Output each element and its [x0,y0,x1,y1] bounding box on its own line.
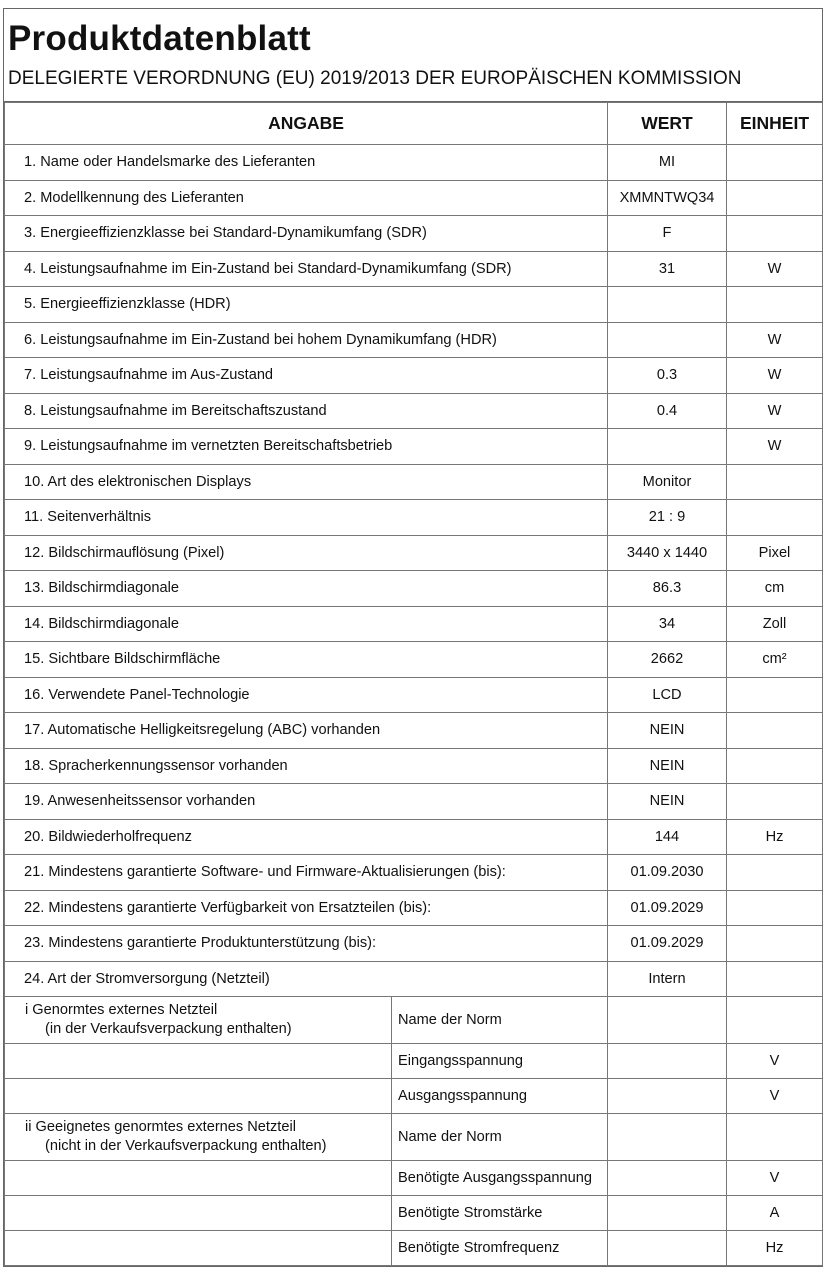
table-row [5,642,823,678]
row-unit: V [727,1079,823,1114]
page-title: Produktdatenblatt [8,19,311,58]
row-label: 20. Bildwiederholfrequenz [5,819,608,855]
row-label: 5. Energieeffizienzklasse (HDR) [5,287,608,323]
row-value: F [608,216,727,252]
psu-ii-line1: ii Geeignetes genormtes externes Netzteil [25,1119,296,1135]
psu-ii-label [5,1114,392,1161]
row-label: 17. Automatische Helligkeitsregelung (ABC) vorhanden [5,713,608,749]
empty-cell [5,1196,392,1231]
table-row [5,606,823,642]
table-row [5,1044,823,1079]
row-label: 23. Mindestens garantierte Produktunterstützung (bis): [5,926,608,962]
data-table [4,102,823,1266]
row-value: 0.3 [608,358,727,394]
row-unit: W [727,393,823,429]
row-unit: cm [727,571,823,607]
row-unit: V [727,1161,823,1196]
row-unit [727,713,823,749]
table-row [5,180,823,216]
psu-i-line1: i Genormtes externes Netzteil [25,1002,218,1018]
psu-section-i [5,997,823,1114]
row-unit [727,748,823,784]
row-value: 3440 x 1440 [608,535,727,571]
product-data-sheet [3,8,823,1267]
row-unit [727,145,823,181]
row-unit: Hz [727,1231,823,1266]
row-label: 22. Mindestens garantierte Verfügbarkeit von Ersatzteilen (bis): [5,890,608,926]
row-unit: cm² [727,642,823,678]
row-label: 19. Anwesenheitssensor vorhanden [5,784,608,820]
row-label: 15. Sichtbare Bildschirmfläche [5,642,608,678]
row-unit: Pixel [727,535,823,571]
row-unit: W [727,358,823,394]
row-value: XMMNTWQ34 [608,180,727,216]
row-value [608,287,727,323]
table-row [5,748,823,784]
table-row [5,855,823,891]
table-row [5,287,823,323]
row-unit [727,1114,823,1161]
row-label: 9. Leistungsaufnahme im vernetzten Bereitschaftsbetrieb [5,429,608,465]
row-value: Intern [608,961,727,997]
row-unit: W [727,251,823,287]
main-rows [5,145,823,997]
row-unit [727,216,823,252]
table-row [5,322,823,358]
row-value: Monitor [608,464,727,500]
page-subtitle: DELEGIERTE VERORDNUNG (EU) 2019/2013 DER EUROPÄISCHEN KOMMISSION [8,68,742,89]
table-row [5,571,823,607]
row-label: 21. Mindestens garantierte Software- und Firmware-Aktualisierungen (bis): [5,855,608,891]
row-label: 8. Leistungsaufnahme im Bereitschaftszustand [5,393,608,429]
table-row [5,535,823,571]
row-label: Eingangsspannung [392,1044,608,1079]
row-unit [727,180,823,216]
row-label: 12. Bildschirmauflösung (Pixel) [5,535,608,571]
row-value: 86.3 [608,571,727,607]
empty-cell [5,1161,392,1196]
psu-i-label [5,997,392,1044]
table-row [5,145,823,181]
row-label: Ausgangsspannung [392,1079,608,1114]
row-value [608,1196,727,1231]
row-value [608,1161,727,1196]
table-row [5,1231,823,1266]
row-label: Benötigte Stromfrequenz [392,1231,608,1266]
empty-cell [5,1044,392,1079]
table-row [5,677,823,713]
row-unit [727,784,823,820]
row-label: 2. Modellkennung des Lieferanten [5,180,608,216]
row-value [608,1231,727,1266]
row-value [608,1044,727,1079]
row-unit [727,926,823,962]
row-unit [727,500,823,536]
row-value: 2662 [608,642,727,678]
row-value [608,1079,727,1114]
row-label: 11. Seitenverhältnis [5,500,608,536]
row-value: NEIN [608,713,727,749]
row-value [608,322,727,358]
table-row [5,890,823,926]
table-row [5,961,823,997]
table-row [5,997,823,1044]
table-row [5,1196,823,1231]
table-row [5,393,823,429]
row-value: NEIN [608,784,727,820]
table-row [5,926,823,962]
row-value: 01.09.2029 [608,926,727,962]
row-label: 1. Name oder Handelsmarke des Lieferanten [5,145,608,181]
table-row [5,429,823,465]
row-unit: W [727,322,823,358]
column-header-einheit: EINHEIT [727,103,823,145]
row-value: 0.4 [608,393,727,429]
row-label: 7. Leistungsaufnahme im Aus-Zustand [5,358,608,394]
sheet-header [4,9,822,102]
table-row [5,216,823,252]
row-value [608,997,727,1044]
row-label: Name der Norm [392,1114,608,1161]
row-unit [727,855,823,891]
row-label: 10. Art des elektronischen Displays [5,464,608,500]
row-unit: W [727,429,823,465]
row-label: 13. Bildschirmdiagonale [5,571,608,607]
row-value: 31 [608,251,727,287]
table-row [5,819,823,855]
empty-cell [5,1079,392,1114]
row-label: Name der Norm [392,997,608,1044]
row-unit [727,961,823,997]
table-row [5,1161,823,1196]
row-unit [727,464,823,500]
row-label: Benötigte Ausgangsspannung [392,1161,608,1196]
row-label: 18. Spracherkennungssensor vorhanden [5,748,608,784]
row-value: 34 [608,606,727,642]
table-row [5,500,823,536]
table-row [5,1079,823,1114]
row-label: 24. Art der Stromversorgung (Netzteil) [5,961,608,997]
row-label: 14. Bildschirmdiagonale [5,606,608,642]
table-row [5,464,823,500]
row-value: LCD [608,677,727,713]
empty-cell [5,1231,392,1266]
row-value [608,429,727,465]
row-label: 4. Leistungsaufnahme im Ein-Zustand bei Standard-Dynamikumfang (SDR) [5,251,608,287]
row-unit: A [727,1196,823,1231]
row-unit [727,890,823,926]
table-row [5,358,823,394]
row-unit: Zoll [727,606,823,642]
row-label: 3. Energieeffizienzklasse bei Standard-Dynamikumfang (SDR) [5,216,608,252]
row-label: 6. Leistungsaufnahme im Ein-Zustand bei hohem Dynamikumfang (HDR) [5,322,608,358]
row-value: MI [608,145,727,181]
row-unit [727,997,823,1044]
psu-section-ii [5,1114,823,1266]
row-unit [727,677,823,713]
table-row [5,1114,823,1161]
row-unit: V [727,1044,823,1079]
column-header-angabe: ANGABE [5,103,608,145]
row-value: 21 : 9 [608,500,727,536]
row-value [608,1114,727,1161]
column-header-wert: WERT [608,103,727,145]
table-row [5,713,823,749]
row-label: Benötigte Stromstärke [392,1196,608,1231]
row-value: 01.09.2029 [608,890,727,926]
row-value: NEIN [608,748,727,784]
row-value: 01.09.2030 [608,855,727,891]
row-value: 144 [608,819,727,855]
row-label: 16. Verwendete Panel-Technologie [5,677,608,713]
psu-ii-line2: (nicht in der Verkaufsverpackung enthalten) [45,1138,327,1154]
table-row [5,251,823,287]
table-row [5,784,823,820]
row-unit [727,287,823,323]
psu-i-line2: (in der Verkaufsverpackung enthalten) [45,1021,292,1037]
row-unit: Hz [727,819,823,855]
